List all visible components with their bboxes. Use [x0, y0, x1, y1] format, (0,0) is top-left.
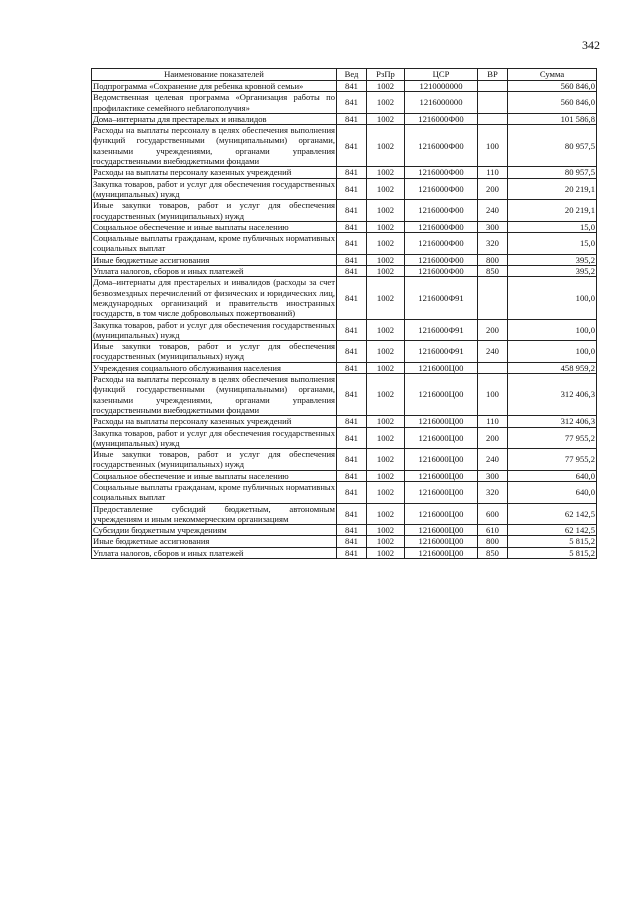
- cell-vr: 200: [478, 178, 508, 200]
- cell-ved: 841: [337, 167, 367, 178]
- cell-ved: 841: [337, 319, 367, 341]
- cell-ved: 841: [337, 374, 367, 416]
- cell-name: Социальное обеспечение и иные выплаты населению: [92, 221, 337, 232]
- cell-rzpr: 1002: [367, 113, 405, 124]
- cell-csr: 1216000Ф91: [405, 319, 478, 341]
- cell-ved: 841: [337, 200, 367, 222]
- cell-name: Иные закупки товаров, работ и услуг для обеспечения государственных (муниципальных) нужд: [93, 200, 335, 221]
- cell-ved: 841: [337, 416, 367, 427]
- cell-name: Закупка товаров, работ и услуг для обеспечения государственных (муниципальных) нужд: [93, 319, 335, 340]
- header-csr: ЦСР: [405, 69, 478, 81]
- cell-csr: 1216000Ф00: [405, 221, 478, 232]
- cell-rzpr: 1002: [367, 266, 405, 277]
- table-row: [92, 113, 597, 124]
- cell-sum: 101 586,8: [508, 113, 597, 124]
- cell-csr: 1216000000: [405, 92, 478, 114]
- cell-csr: 1216000Ц00: [405, 470, 478, 481]
- cell-name: Субсидии бюджетным учреждениям: [92, 525, 337, 536]
- cell-rzpr: 1002: [367, 221, 405, 232]
- cell-vr: 110: [478, 167, 508, 178]
- cell-rzpr: 1002: [367, 341, 405, 363]
- table-row: [92, 470, 597, 481]
- cell-name: Закупка товаров, работ и услуг для обеспечения государственных (муниципальных) нужд: [93, 427, 335, 448]
- cell-ved: 841: [337, 525, 367, 536]
- cell-name: Уплата налогов, сборов и иных платежей: [92, 547, 337, 558]
- cell-sum: 312 406,3: [508, 416, 597, 427]
- cell-rzpr: 1002: [367, 167, 405, 178]
- cell-csr: 1216000Ц00: [405, 481, 478, 503]
- cell-vr: 110: [478, 416, 508, 427]
- table-row: [92, 233, 597, 255]
- cell-ved: 841: [337, 233, 367, 255]
- cell-ved: 841: [337, 536, 367, 547]
- cell-name: Расходы на выплаты персоналу казенных учреждений: [92, 167, 337, 178]
- cell-rzpr: 1002: [367, 125, 405, 167]
- table-row: [92, 341, 597, 363]
- cell-vr: 320: [478, 233, 508, 255]
- cell-name: Расходы на выплаты персоналу в целях обеспечения выполнения функций государственными (муниципальными) органами, казенными учреждениями, органами управления государственными внебюджетными фондами: [93, 374, 335, 415]
- cell-name: Расходы на выплаты персоналу казенных учреждений: [92, 416, 337, 427]
- cell-name: Уплата налогов, сборов и иных платежей: [92, 266, 337, 277]
- cell-sum: 100,0: [508, 341, 597, 363]
- page-number: 342: [582, 38, 600, 52]
- cell-csr: 1216000Ц00: [405, 536, 478, 547]
- table-header-row: [92, 69, 597, 81]
- table-row: [92, 547, 597, 558]
- budget-table: [91, 68, 597, 559]
- table-row: [92, 416, 597, 427]
- cell-csr: 1216000Ц00: [405, 503, 478, 525]
- cell-sum: 20 219,1: [508, 200, 597, 222]
- header-sum: Сумма: [508, 69, 597, 81]
- cell-name: Предоставление субсидий бюджетным, автономным учреждениям и иным некоммерческим организациям: [93, 503, 335, 524]
- cell-vr: 320: [478, 481, 508, 503]
- cell-csr: 1216000Ц00: [405, 362, 478, 373]
- cell-csr: 1216000Ф91: [405, 341, 478, 363]
- cell-sum: 560 846,0: [508, 92, 597, 114]
- cell-csr: 1216000Ф00: [405, 266, 478, 277]
- cell-csr: 1216000Ф00: [405, 200, 478, 222]
- cell-rzpr: 1002: [367, 319, 405, 341]
- cell-csr: 1216000Ц00: [405, 427, 478, 449]
- table-row: [92, 92, 597, 114]
- cell-vr: 240: [478, 341, 508, 363]
- cell-ved: 841: [337, 125, 367, 167]
- cell-ved: 841: [337, 92, 367, 114]
- cell-name: Иные закупки товаров, работ и услуг для обеспечения государственных (муниципальных) нужд: [93, 449, 335, 470]
- cell-sum: 15,0: [508, 233, 597, 255]
- cell-vr: 240: [478, 200, 508, 222]
- cell-vr: 800: [478, 536, 508, 547]
- cell-sum: 20 219,1: [508, 178, 597, 200]
- cell-rzpr: 1002: [367, 178, 405, 200]
- table-row: [92, 481, 597, 503]
- cell-ved: 841: [337, 427, 367, 449]
- cell-name: Социальные выплаты гражданам, кроме публичных нормативных социальных выплат: [93, 481, 335, 503]
- cell-vr: 610: [478, 525, 508, 536]
- cell-ved: 841: [337, 547, 367, 558]
- cell-vr: 240: [478, 449, 508, 471]
- cell-vr: 200: [478, 427, 508, 449]
- cell-sum: 62 142,5: [508, 503, 597, 525]
- cell-sum: 5 815,2: [508, 547, 597, 558]
- cell-rzpr: 1002: [367, 481, 405, 503]
- cell-rzpr: 1002: [367, 416, 405, 427]
- header-name: Наименование показателей: [92, 69, 337, 81]
- cell-ved: 841: [337, 178, 367, 200]
- cell-vr: 100: [478, 374, 508, 416]
- table-row: [92, 374, 597, 416]
- cell-vr: [478, 81, 508, 92]
- cell-csr: 1216000Ц00: [405, 374, 478, 416]
- cell-ved: 841: [337, 113, 367, 124]
- table-row: [92, 266, 597, 277]
- cell-ved: 841: [337, 277, 367, 319]
- table-row: [92, 427, 597, 449]
- cell-csr: 1216000Ф00: [405, 113, 478, 124]
- cell-name: Иные закупки товаров, работ и услуг для обеспечения государственных (муниципальных) нужд: [93, 341, 335, 362]
- cell-csr: 1216000Ц00: [405, 525, 478, 536]
- cell-vr: 850: [478, 547, 508, 558]
- cell-ved: 841: [337, 254, 367, 265]
- table-body: [92, 81, 597, 559]
- cell-vr: [478, 92, 508, 114]
- table-row: [92, 221, 597, 232]
- cell-name: Иные бюджетные ассигнования: [92, 254, 337, 265]
- cell-rzpr: 1002: [367, 81, 405, 92]
- table-row: [92, 81, 597, 92]
- cell-rzpr: 1002: [367, 449, 405, 471]
- cell-name: Закупка товаров, работ и услуг для обеспечения государственных (муниципальных) нужд: [93, 178, 335, 199]
- cell-vr: 800: [478, 254, 508, 265]
- table-row: [92, 503, 597, 525]
- cell-rzpr: 1002: [367, 254, 405, 265]
- cell-vr: 300: [478, 470, 508, 481]
- cell-ved: 841: [337, 481, 367, 503]
- table-row: [92, 277, 597, 319]
- cell-sum: 640,0: [508, 481, 597, 503]
- cell-rzpr: 1002: [367, 200, 405, 222]
- cell-csr: 1216000Ф91: [405, 277, 478, 319]
- cell-sum: 640,0: [508, 470, 597, 481]
- table-row: [92, 449, 597, 471]
- cell-rzpr: 1002: [367, 92, 405, 114]
- cell-sum: 77 955,2: [508, 427, 597, 449]
- table-row: [92, 167, 597, 178]
- table-row: [92, 178, 597, 200]
- cell-sum: 62 142,5: [508, 525, 597, 536]
- cell-rzpr: 1002: [367, 547, 405, 558]
- cell-sum: 100,0: [508, 277, 597, 319]
- cell-rzpr: 1002: [367, 427, 405, 449]
- header-ved: Вед: [337, 69, 367, 81]
- cell-vr: 300: [478, 221, 508, 232]
- cell-sum: 458 959,2: [508, 362, 597, 373]
- cell-ved: 841: [337, 503, 367, 525]
- table-row: [92, 125, 597, 167]
- cell-csr: 1216000Ф00: [405, 233, 478, 255]
- cell-csr: 1216000Ф00: [405, 125, 478, 167]
- cell-ved: 841: [337, 341, 367, 363]
- cell-rzpr: 1002: [367, 277, 405, 319]
- table-row: [92, 319, 597, 341]
- cell-csr: 1216000Ц00: [405, 416, 478, 427]
- table-row: [92, 525, 597, 536]
- cell-csr: 1210000000: [405, 81, 478, 92]
- cell-name: Учреждения социального обслуживания населения: [92, 362, 337, 373]
- cell-name: Подпрограмма «Сохранение для ребенка кровной семьи»: [92, 81, 337, 92]
- cell-ved: 841: [337, 470, 367, 481]
- cell-vr: 200: [478, 319, 508, 341]
- cell-vr: [478, 362, 508, 373]
- cell-sum: 395,2: [508, 266, 597, 277]
- cell-rzpr: 1002: [367, 503, 405, 525]
- cell-vr: [478, 277, 508, 319]
- header-vr: ВР: [478, 69, 508, 81]
- cell-ved: 841: [337, 449, 367, 471]
- cell-name: Иные бюджетные ассигнования: [92, 536, 337, 547]
- table-row: [92, 362, 597, 373]
- cell-rzpr: 1002: [367, 536, 405, 547]
- cell-rzpr: 1002: [367, 374, 405, 416]
- cell-rzpr: 1002: [367, 233, 405, 255]
- cell-name: Дома–интернаты для престарелых и инвалидов (расходы за счет безвозмездных перечислений от физических и юридических лиц, международных организаций и правительств иностранных государств, в том числе добровольных пожертвований): [93, 277, 335, 319]
- table-row: [92, 536, 597, 547]
- cell-csr: 1216000Ц00: [405, 547, 478, 558]
- cell-sum: 5 815,2: [508, 536, 597, 547]
- cell-rzpr: 1002: [367, 525, 405, 536]
- cell-sum: 80 957,5: [508, 167, 597, 178]
- cell-ved: 841: [337, 81, 367, 92]
- cell-sum: 77 955,2: [508, 449, 597, 471]
- cell-sum: 312 406,3: [508, 374, 597, 416]
- cell-csr: 1216000Ф00: [405, 178, 478, 200]
- cell-sum: 560 846,0: [508, 81, 597, 92]
- cell-sum: 395,2: [508, 254, 597, 265]
- cell-csr: 1216000Ф00: [405, 167, 478, 178]
- cell-rzpr: 1002: [367, 362, 405, 373]
- table-row: [92, 254, 597, 265]
- header-rzpr: РзПр: [367, 69, 405, 81]
- cell-vr: 600: [478, 503, 508, 525]
- cell-name: Социальное обеспечение и иные выплаты населению: [92, 470, 337, 481]
- cell-sum: 80 957,5: [508, 125, 597, 167]
- cell-name: Ведомственная целевая программа «Организация работы по профилактике семейного неблагополучия»: [93, 92, 335, 113]
- cell-vr: 850: [478, 266, 508, 277]
- table-row: [92, 200, 597, 222]
- cell-ved: 841: [337, 221, 367, 232]
- cell-sum: 100,0: [508, 319, 597, 341]
- cell-rzpr: 1002: [367, 470, 405, 481]
- cell-name: Социальные выплаты гражданам, кроме публичных нормативных социальных выплат: [93, 233, 335, 254]
- cell-csr: 1216000Ц00: [405, 449, 478, 471]
- cell-ved: 841: [337, 266, 367, 277]
- cell-csr: 1216000Ф00: [405, 254, 478, 265]
- cell-name: Дома–интернаты для престарелых и инвалидов: [92, 113, 337, 124]
- cell-ved: 841: [337, 362, 367, 373]
- cell-sum: 15,0: [508, 221, 597, 232]
- cell-vr: [478, 113, 508, 124]
- cell-name: Расходы на выплаты персоналу в целях обеспечения выполнения функций государственными (муниципальными) органами, казенными учреждениями, органами управления государственными внебюджетными фондами: [93, 125, 335, 167]
- cell-vr: 100: [478, 125, 508, 167]
